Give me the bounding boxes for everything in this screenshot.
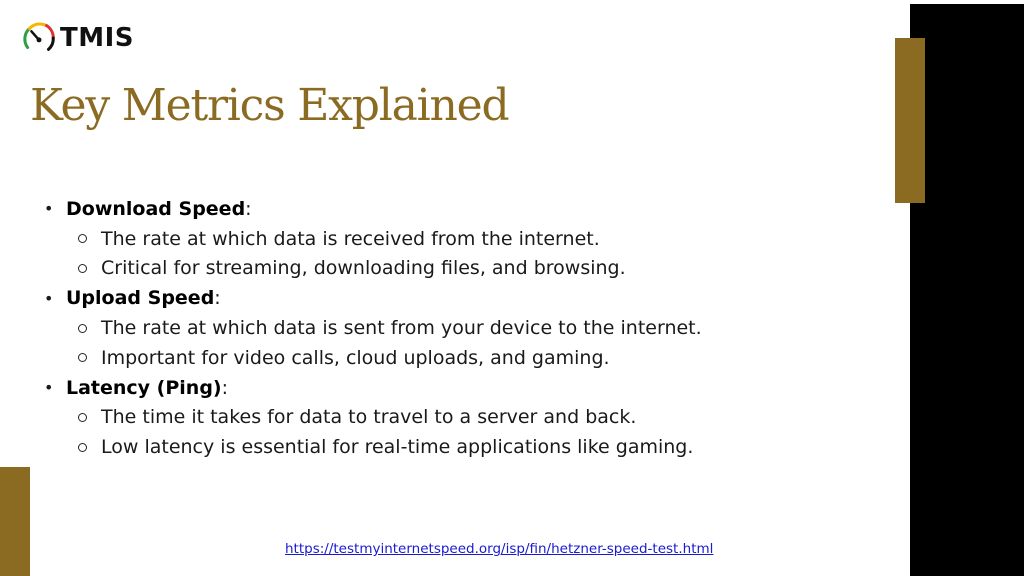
sub-item [44, 254, 884, 284]
metrics-list [44, 194, 884, 462]
sub-item [44, 313, 884, 343]
bullet-dot: • [44, 199, 54, 219]
list-item-latency [44, 373, 884, 403]
black-side-panel [910, 4, 1024, 576]
term-download-speed: Download Speed [66, 197, 246, 220]
tmis-logo [20, 18, 134, 58]
circle-bullet [78, 234, 87, 243]
sub-item-text: The rate at which data is received from the internet. [101, 227, 600, 250]
source-link[interactable]: https://testmyinternetspeed.org/isp/fin/hetzner-speed-test.html [285, 541, 714, 557]
sub-item-text: The rate at which data is sent from your device to the internet. [101, 317, 702, 340]
term-suffix: : [221, 376, 229, 399]
circle-bullet [78, 324, 87, 333]
gold-accent-bar-right [895, 38, 925, 203]
bullet-dot: • [44, 378, 54, 398]
list-item-upload [44, 283, 884, 313]
circle-bullet [78, 264, 87, 273]
term-suffix: : [214, 287, 221, 310]
sub-item [44, 403, 884, 433]
gold-accent-bar-left [0, 467, 30, 576]
logo-text: TMIS [60, 23, 135, 53]
slide-title: Key Metrics Explained [30, 80, 509, 131]
circle-bullet [78, 413, 87, 422]
sub-item [44, 432, 884, 462]
sub-item-text: Critical for streaming, downloading files, and browsing. [101, 257, 626, 280]
circle-bullet [78, 443, 87, 452]
speedometer-icon [20, 19, 58, 57]
term-latency: Latency (Ping) [66, 376, 222, 399]
list-item-download [44, 194, 884, 224]
circle-bullet [78, 353, 87, 362]
sub-item [44, 343, 884, 373]
sub-item-text: Low latency is essential for real-time applications like gaming. [101, 436, 694, 459]
sub-item-text: The time it takes for data to travel to a server and back. [101, 406, 637, 429]
bullet-dot: • [44, 288, 54, 308]
sub-item-text: Important for video calls, cloud uploads, and gaming. [101, 346, 610, 369]
term-suffix: : [245, 197, 252, 220]
term-upload-speed: Upload Speed [66, 287, 215, 310]
sub-item [44, 224, 884, 254]
